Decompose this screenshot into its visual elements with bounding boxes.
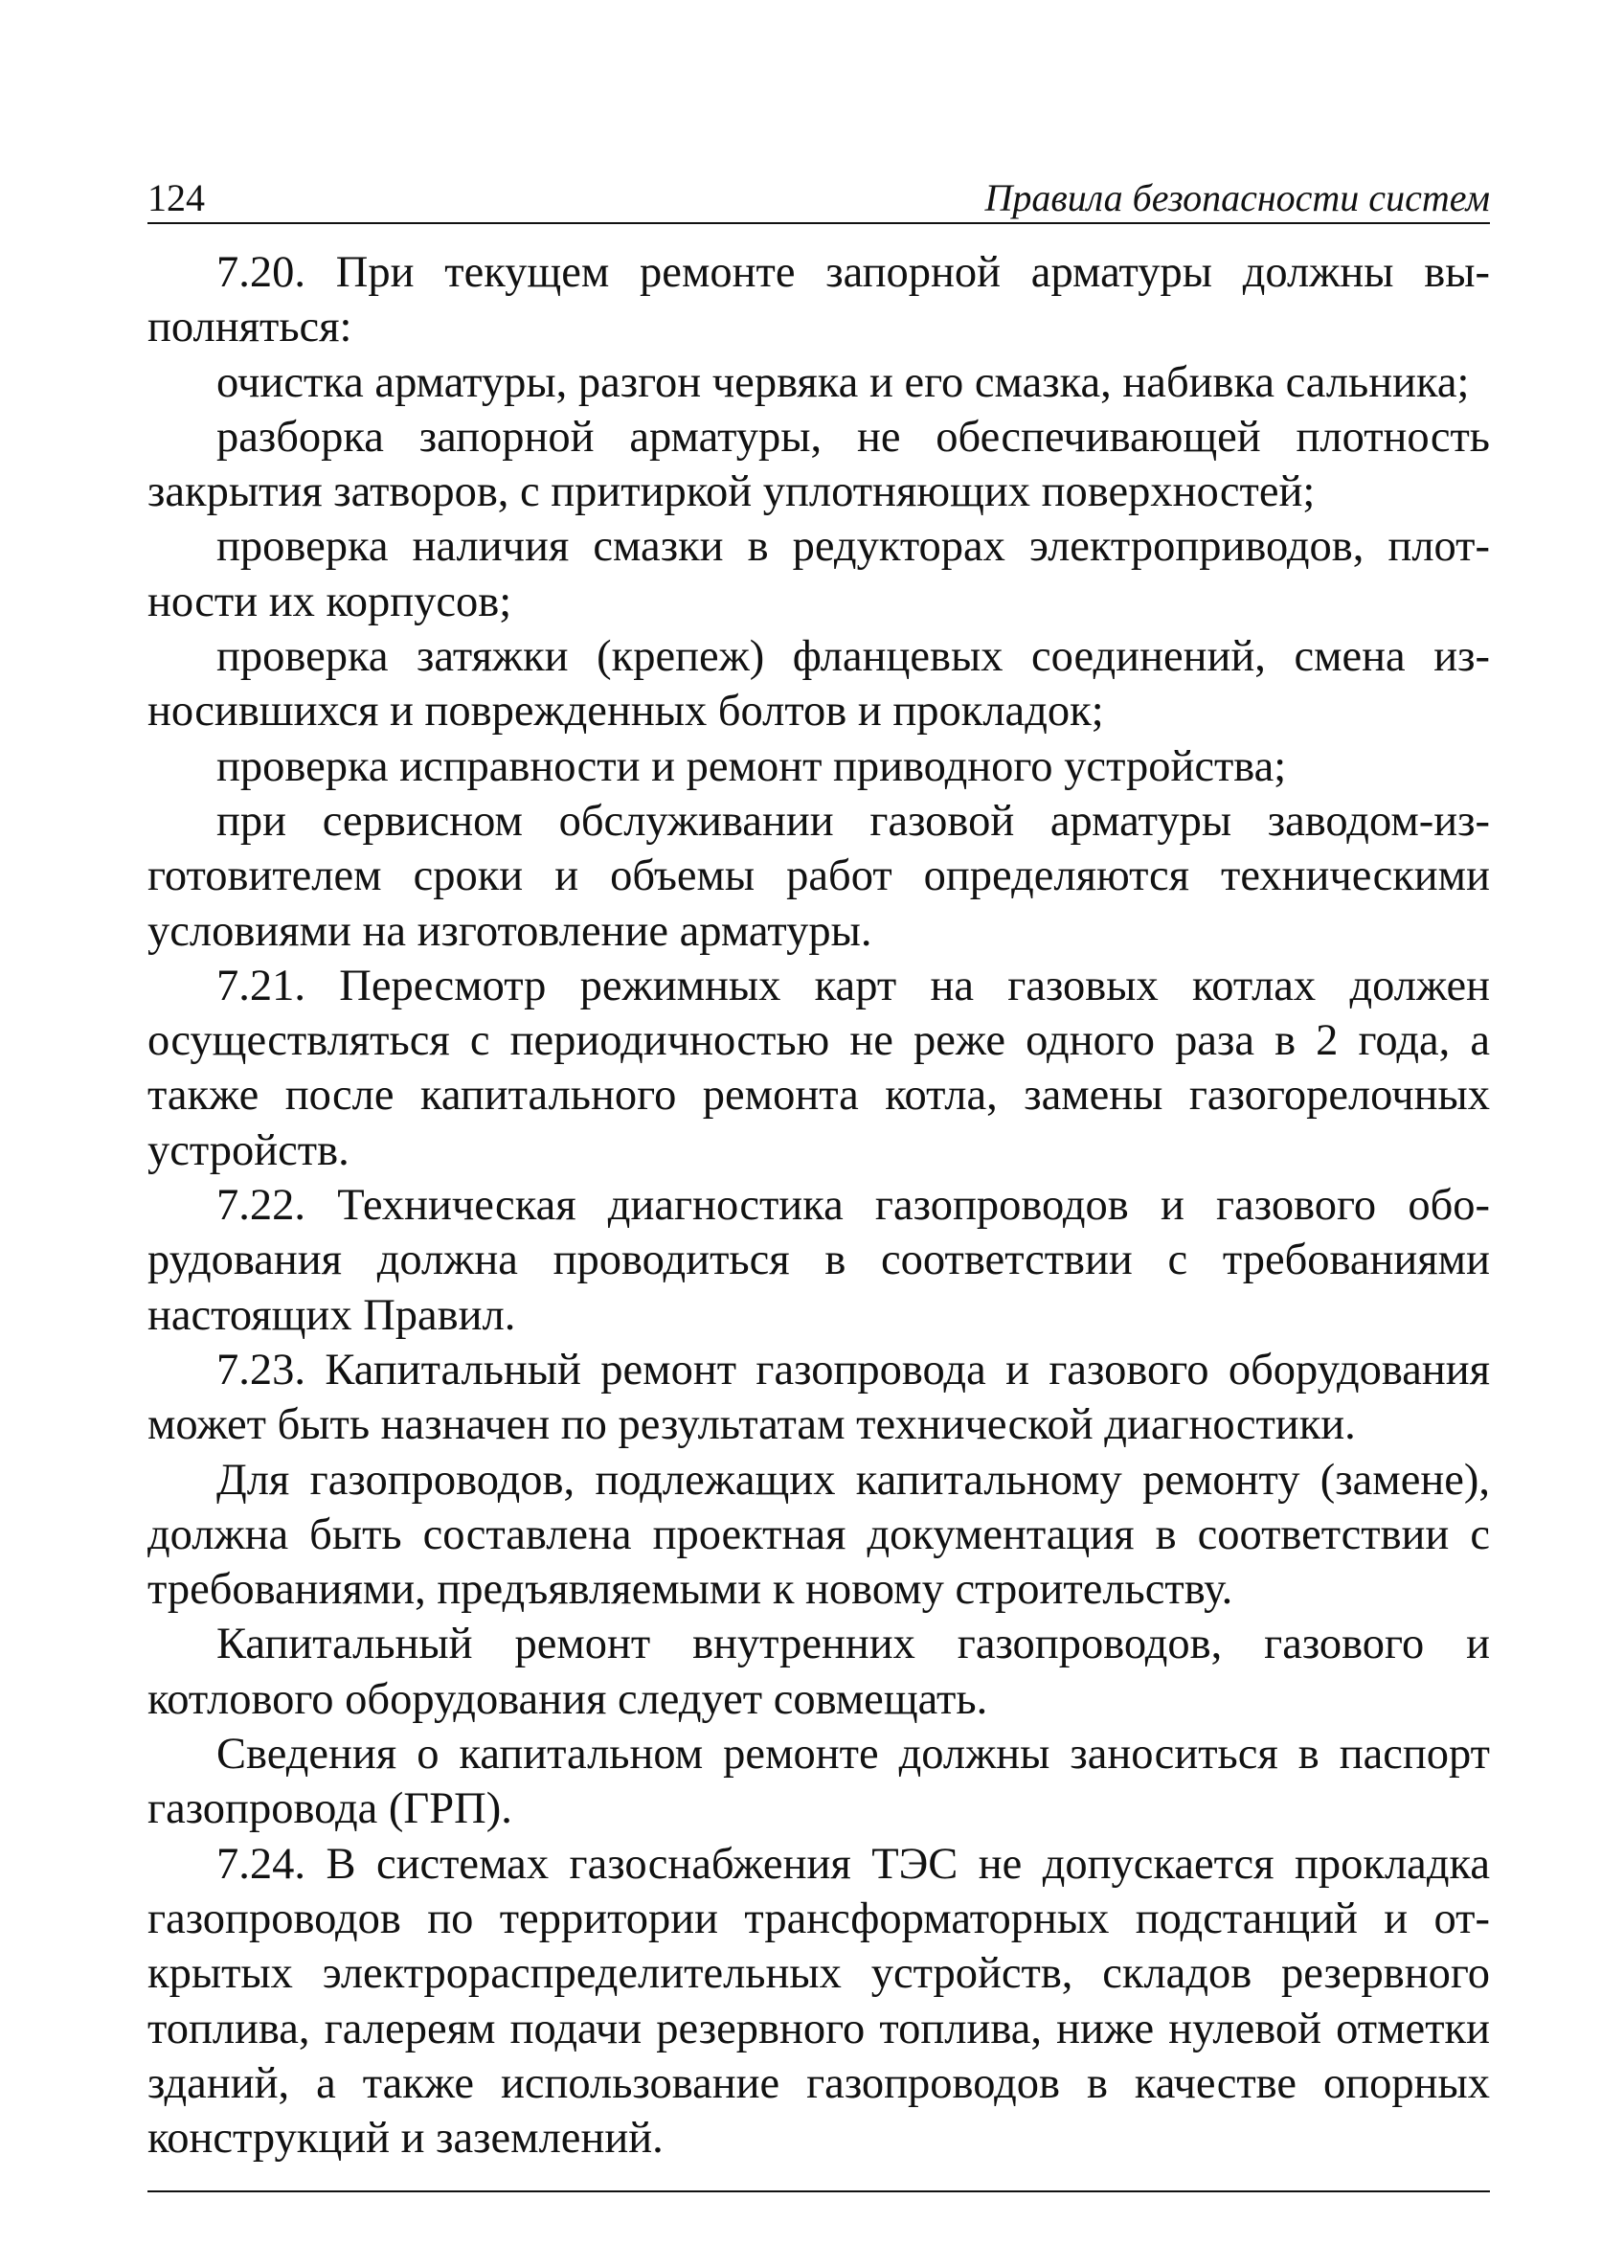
paragraph-7-21: 7.21. Пересмотр режимных карт на газовых котлах должен осуществляться с периодичностью не реже одного раза в 2 года, а также после капитального ремонта котла, замены газогорелочных устройств. [147,961,1490,1175]
list-item-service-maintenance: при сервисном обслуживании газовой арматуры заводом-изготовителем сроки и объемы работ определяются техническими условиями на изготовление арматуры. [147,796,1490,956]
paragraph-7-20: 7.20. При текущем ремонте запорной арматуры должны выполняться: [147,248,1490,352]
book-page [147,172,1490,2192]
paragraph-7-22: 7.22. Техническая диагностика газопроводов и газового оборудования должна проводиться в соответствии с требованиями настоящих Правил. [147,1181,1490,1340]
paragraph-7-23: 7.23. Капитальный ремонт газопровода и газового оборудования может быть назначен по результатам технической диагностики. [147,1345,1490,1450]
list-item-drive-check: проверка исправности и ремонт приводного устройства; [216,741,1287,791]
list-item-cleaning: очистка арматуры, разгон червяка и его смазка, набивка сальника; [216,357,1470,407]
bottom-rule [147,2190,1490,2192]
list-item-disassembly: разборка запорной арматуры, не обеспечивающей плотность закрытия затворов, с притиркой уплотняющих поверхностей; [147,412,1490,517]
paragraph-design-documentation: Для газопроводов, подлежащих капитальному ремонту (замене), должна быть составлена проектная документация в соответствии с требованиями, предъявляемыми к новому строительству. [147,1455,1490,1615]
list-item-flange-check: проверка затяжки (крепеж) фланцевых соединений, смена износившихся и поврежденных болтов и прокладок; [147,632,1490,737]
paragraph-7-24: 7.24. В системах газоснабжения ТЭС не допускается прокладка газопроводов по территории трансформаторных подстанций и открытых электрораспределительных устройств, складов резервного топлива, галереям подачи резервного топлива, ниже нулевой отметки зданий, а также использование газопроводов в качестве опорных конструкций и заземлений. [147,1839,1490,2164]
paragraph-combined-repair: Капитальный ремонт внутренних газопроводов, газового и котлового оборудования следует совмещать. [147,1620,1490,1724]
running-title: Правила безопасности систем [984,176,1490,219]
paragraph-passport-records: Сведения о капитальном ремонте должны заноситься в паспорт газопровода (ГРП). [147,1730,1490,1834]
page-number: 124 [147,176,205,219]
list-item-lubrication-check: проверка наличия смазки в редукторах электроприводов, плотности их корпусов; [147,522,1490,626]
page-header [147,172,1490,224]
body-text [147,245,1490,2166]
